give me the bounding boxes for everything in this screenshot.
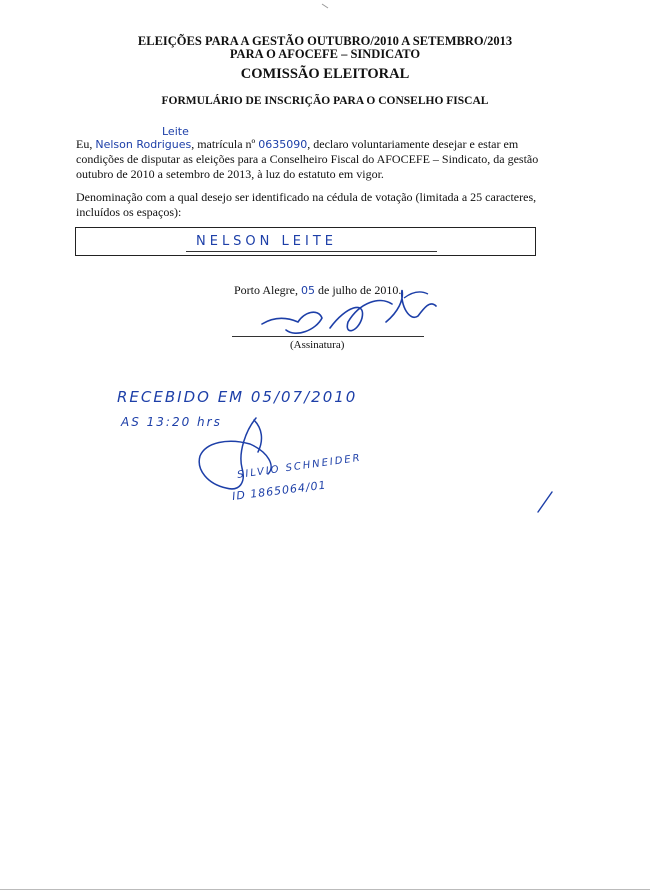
- place-suffix: de julho de 2010.: [315, 283, 402, 297]
- handwritten-registration: 0635090: [258, 138, 308, 151]
- election-title: ELEIÇÕES PARA A GESTÃO OUTUBRO/2010 A SETEMBRO/2013: [137, 34, 513, 48]
- signature-caption: (Assinatura): [290, 339, 345, 351]
- declaration-mid: , matrícula nº: [191, 137, 259, 151]
- handwritten-name-extra: Leite: [162, 125, 189, 138]
- declaration-prefix: Eu,: [76, 137, 96, 151]
- declaration-suffix: , declaro voluntariamente desejar e estar em condições de disputar as eleições para a Conselheiro Fiscal do AFOCEFE – Sindicato, da gestão outubro de 2010 a setembro de 2013, à luz do estatuto em vigor.: [76, 137, 539, 181]
- receipt-line-2: AS 13:20 hrs: [121, 415, 222, 429]
- declaration-paragraph: [76, 137, 554, 182]
- stray-mark: [538, 492, 552, 512]
- place-prefix: Porto Alegre,: [234, 283, 301, 297]
- denomination-prompt: Denominação com a qual desejo ser identificado na cédula de votação (limitada a 25 caracteres, incluídos os espaços):: [76, 190, 537, 219]
- signature-line: [232, 336, 424, 337]
- form-title: FORMULÁRIO DE INSCRIÇÃO PARA O CONSELHO FISCAL: [161, 95, 489, 107]
- election-subtitle: PARA O AFOCEFE – SINDICATO: [229, 47, 421, 61]
- signature-flourish: [404, 292, 428, 298]
- receipt-line-4: ID 1865064/01: [231, 478, 328, 503]
- place-date: [234, 283, 401, 298]
- denomination-underline: [186, 251, 437, 252]
- handwritten-day: 05: [301, 284, 315, 297]
- scan-speck: [322, 4, 328, 8]
- page-edge: [0, 889, 650, 890]
- commission-title: COMISSÃO ELEITORAL: [240, 66, 410, 82]
- receipt-line-3: SILVIO SCHNEIDER: [236, 452, 363, 481]
- handwritten-name: Nelson Rodrigues: [95, 138, 192, 151]
- receipt-line-1: RECEBIDO EM 05/07/2010: [117, 388, 358, 406]
- handwritten-denomination: NELSON LEITE: [196, 234, 337, 249]
